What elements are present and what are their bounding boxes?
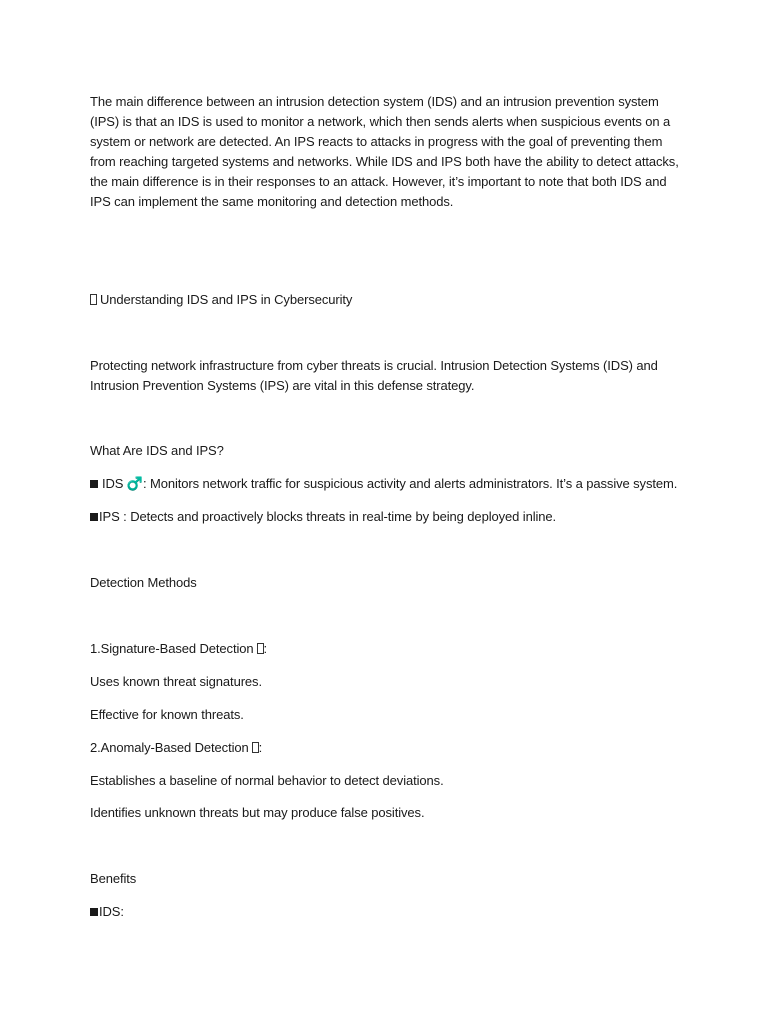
ips-list-item xyxy=(90,507,690,527)
intro-line: system or network are detected. An IPS reacts to attacks in progress with the goal of preventing them xyxy=(90,134,663,149)
anomaly-title-colon: : xyxy=(258,740,263,755)
signature-title-colon: : xyxy=(263,641,268,656)
ips-list-item-text: IPS : Detects and proactively blocks threats in real-time by being deployed inline. xyxy=(99,509,557,524)
intro-line: the main difference is in their responses to an attack. However, it’s important to note that both IDS and xyxy=(90,174,667,189)
signature-title xyxy=(90,639,690,659)
benefits-heading: Benefits xyxy=(90,871,137,886)
intro-line: (IPS) is that an IDS is used to monitor a network, which then sends alerts when suspicious events on a xyxy=(90,114,671,129)
anomaly-detail: Identifies unknown threats but may produce false positives. xyxy=(90,805,425,820)
ids-list-item xyxy=(90,474,690,494)
protect-paragraph xyxy=(90,356,690,396)
anomaly-title xyxy=(90,738,690,758)
anomaly-title-text: 2.Anomaly-Based Detection xyxy=(90,740,249,755)
protect-line: Intrusion Prevention Systems (IPS) are vital in this defense strategy. xyxy=(90,378,475,393)
intro-line: IPS can implement the same monitoring and detection methods. xyxy=(90,194,454,209)
intro-line: The main difference between an intrusion detection system (IDS) and an intrusion prevention system xyxy=(90,94,659,109)
anomaly-detail: Establishes a baseline of normal behavior to detect deviations. xyxy=(90,773,444,788)
protect-line: Protecting network infrastructure from cyber threats is crucial. Intrusion Detection Systems (IDS) and xyxy=(90,358,658,373)
square-bullet-icon xyxy=(90,513,98,521)
signature-detail: Effective for known threats. xyxy=(90,707,244,722)
signature-detail: Uses known threat signatures. xyxy=(90,674,262,689)
section-heading xyxy=(90,290,690,310)
what-are-heading: What Are IDS and IPS? xyxy=(90,443,224,458)
missing-glyph-icon xyxy=(257,643,264,654)
intro-paragraph xyxy=(90,92,690,212)
detection-methods-heading: Detection Methods xyxy=(90,575,197,590)
missing-glyph-icon xyxy=(90,294,97,305)
missing-glyph-icon xyxy=(252,742,259,753)
benefits-ids-item xyxy=(90,902,690,922)
signature-title-text: 1.Signature-Based Detection xyxy=(90,641,254,656)
intro-line: from reaching targeted systems and networks. While IDS and IPS both have the ability to detect attacks, xyxy=(90,154,679,169)
section-heading-text: Understanding IDS and IPS in Cybersecurity xyxy=(100,292,353,307)
ids-list-item-text: IDS ♂️: Monitors network traffic for suspicious activity and alerts administrators. It’s a passive system. xyxy=(102,476,678,491)
square-bullet-icon xyxy=(90,480,98,488)
benefits-ids-text: IDS: xyxy=(99,904,124,919)
square-bullet-icon xyxy=(90,908,98,916)
